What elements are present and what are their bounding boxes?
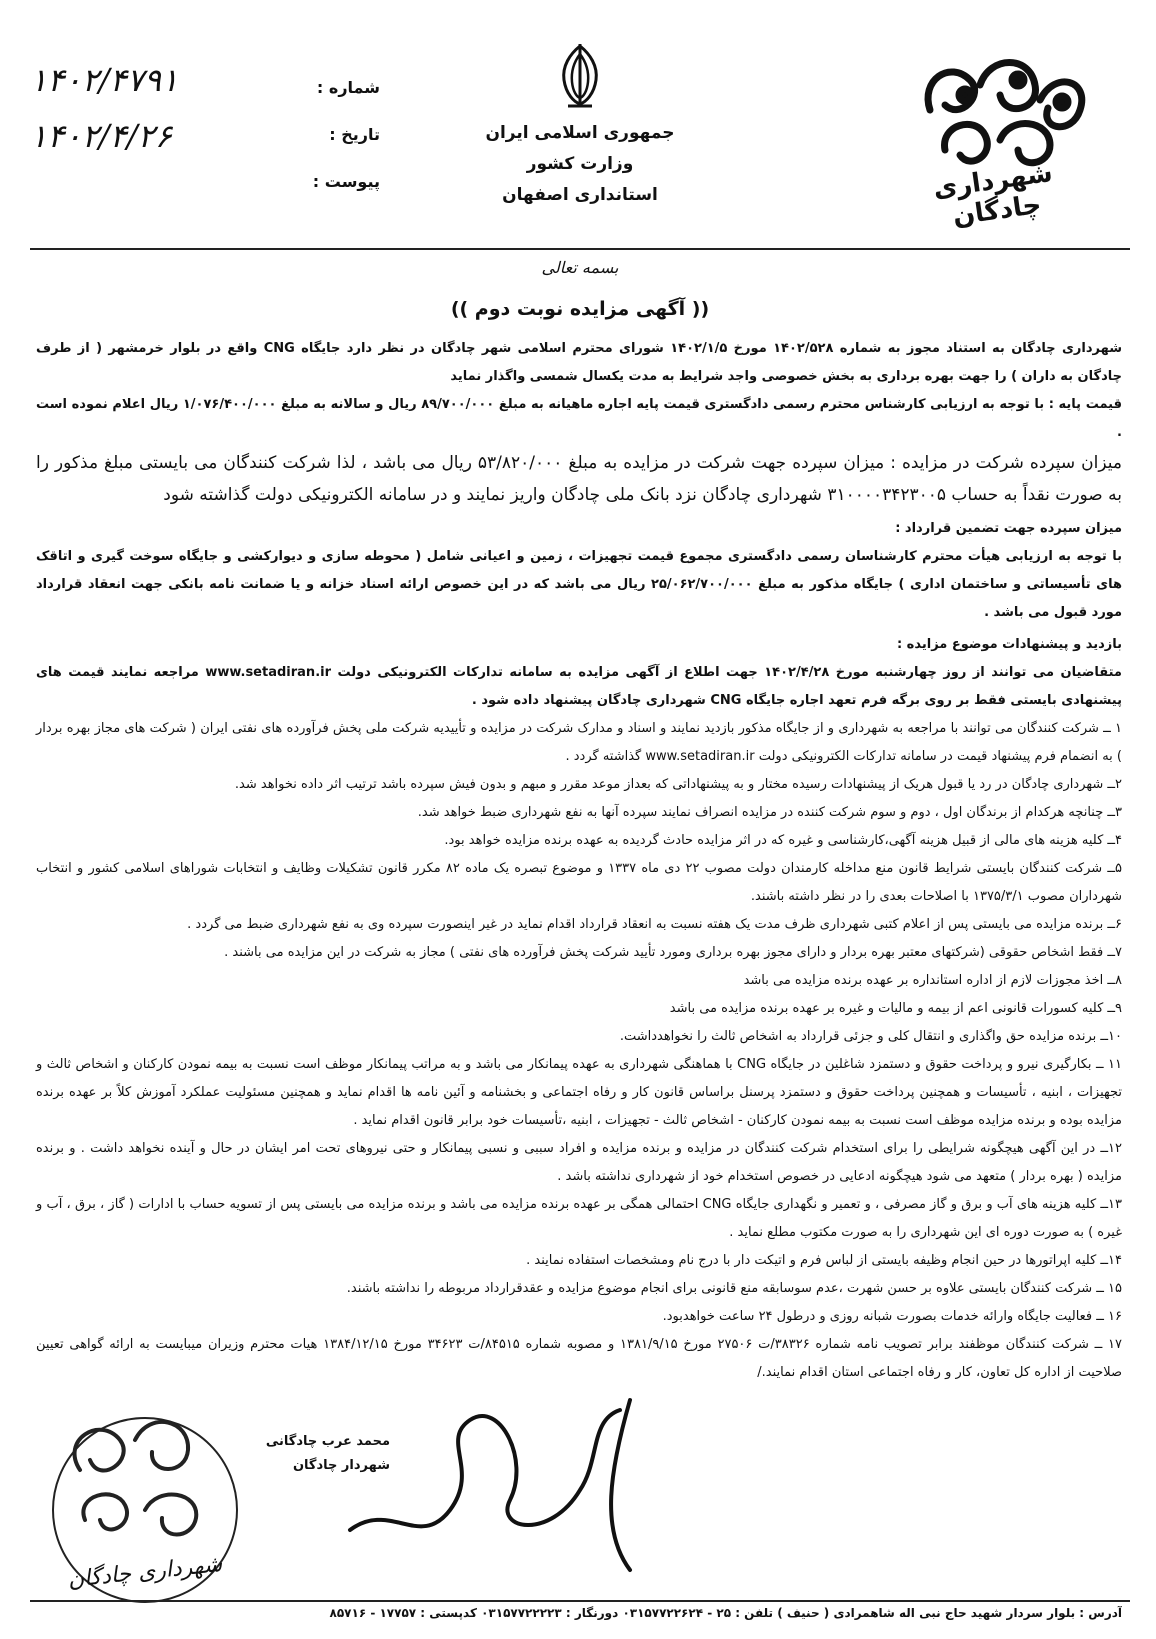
list-item: ۱۳ــ کلیه هزینه های آب و برق و گاز مصرفی ، و تعمیر و نگهداری جایگاه CNG احتمالی همگی بر عهده برنده مزایده می باشد و برنده مزایده می بایستی پس از تسویه حساب با ادارات ( گاز ، برق ، آب و غیره ) به صورت دوره ای این شهرداری را به صورت مکتوب مطلع نماید . [36,1197,1122,1240]
seal-caption: شهرداری چادگان [66,1551,224,1594]
list-item: ۱۴ــ کلیه اپراتورها در حین انجام وظیفه بایستی از لباس فرم و اتیکت دار با درج نام ومشخصات استفاده نمایند . [526,1253,1122,1268]
attachment-label: پیوست : [312,172,380,191]
base-price-paragraph: قیمت پایه : با توجه به ارزیابی کارشناس محترم رسمی دادگستری قیمت پایه اجاره ماهیانه به مبلغ ۸۹/۷۰۰/۰۰۰ ریال و سالانه به مبلغ ۱/۰۷۶/۴۰۰/۰۰۰ ریال اعلام نموده است . [36,397,1122,440]
list-item: ۱۵ ــ شرکت کنندگان بایستی علاوه بر حسن شهرت ،عدم سوسابقه منع قانونی برای انجام موضوع مزایده و عقدقرارداد مربوطه را نداشته باشند. [346,1281,1122,1296]
date-label: تاریخ : [329,125,380,144]
list-item: ۴ــ کلیه هزینه های مالی از قبیل هزینه آگهی،کارشناسی و غیره که در اثر مزایده حادث گردیده به عهده برنده مزایده خواهد بود. [444,833,1122,848]
list-item: ۲ــ شهرداری چادگان در رد یا قبول هریک از پیشنهادات رسیده مختار و به پیشنهاداتی که بعداز موعد مقرر و مبهم و بدون فیش سپرده باشد ترتیب اثر داده نخواهد شد. [234,777,1122,792]
visit-paragraph: متقاضیان می توانند از روز چهارشنبه مورخ ۱۴۰۲/۴/۲۸ جهت اطلاع از آگهی مزایده به سامانه تدارکات الکترونیکی دولت www.setadiran.ir مراجعه نمایند قیمت های پیشنهادی بایستی فقط بر روی برگه فرم تعهد اجاره جایگاه CNG شهرداری چادگان پیشنهاد داده شود . [36,665,1122,708]
list-item: ۱ ــ شرکت کنندگان می توانند با مراجعه به شهرداری و از جایگاه مذکور بازدید نمایند و اسناد و مدارک شرکت در مزایده و تأییدیه شرکت ملی پخش فرآورده های نفتی ایران ( شرکت های مجاز بهره بردار ) به انضمام فرم پیشنهاد قیمت در سامانه تدارکات الکترونیکی دولت www.setadiran.ir گذاشته گردد . [36,721,1122,764]
ministry-name: وزارت کشور [526,154,634,174]
governorate-name: استانداری اصفهان [502,185,658,205]
guarantee-paragraph: با توجه به ارزیابی هیأت محترم کارشناسان رسمی دادگستری مجموع قیمت تجهیزات ، زمین و اعیانی شامل ( محوطه سازی و دیوارکشی و جایگاه سوخت گیری و اتاقک های تأسیساتی و ساختمان اداری ) جایگاه مذکور به مبلغ ۲۵/۰۶۲/۷۰۰/۰۰۰ ریال می باشد که در این خصوص ارائه اسناد خزانه و یا ضمانت نامه بانکی جهت انعقاد قرارداد مورد قبول می باشد . [36,549,1122,620]
footer-divider [30,1600,1130,1602]
letter-number: ۱۴۰۲/۴۷۹۱ [30,61,179,99]
conditions-list [36,715,1122,1387]
list-item: ۷ــ فقط اشخاص حقوقی (شرکتهای معتبر بهره بردار و دارای مجوز بهره برداری ومورد تأیید شرکت پخش فرآورده های نفتی ) مجاز به شرکت در این مزایده می باشند . [224,945,1122,960]
list-item: ۹ــ کلیه کسورات قانونی اعم از بیمه و مالیات و غیره بر عهده برنده مزایده می باشد [669,1001,1122,1016]
list-item: ۸ــ اخذ مجوزات لازم از اداره استانداره بر عهده برنده مزایده می باشد [743,973,1122,988]
list-item: ۱۰ــ برنده مزایده حق واگذاری و انتقال کلی و جزئی قرارداد به اشخاص ثالث را نخواهدداشت. [619,1029,1122,1044]
number-label: شماره : [316,78,380,97]
guarantee-heading: میزان سپرده جهت تضمین قرارداد : [895,521,1122,536]
visit-heading: بازدید و پیشنهادات موضوع مزایده : [896,637,1122,652]
signer-role: شهردار چادگان [292,1458,390,1473]
letter-meta-labels [270,64,380,205]
signer-name: محمد عرب چادگانی [265,1434,390,1449]
government-header [470,118,690,211]
header-divider [30,248,1130,250]
intro-paragraph: شهرداری چادگان به استناد مجوز به شماره ۱۴۰۲/۵۲۸ مورخ ۱۴۰۲/۱/۵ شورای محترم اسلامی شهر چادگان در نظر دارد جایگاه CNG واقع در بلوار خرمشهر ( از طرف چادگان به داران ) را جهت بهره برداری به بخش خصوصی واجد شرایط به مدت یکسال شمسی واگذار نماید [36,341,1123,384]
basmala: بسمه تعالی [541,258,619,277]
country-name: جمهوری اسلامی ایران [485,123,675,143]
list-item: ۵ــ شرکت کنندگان بایستی شرایط قانون منع مداخله کارمندان دولت مصوب ۲۲ دی ماه ۱۳۳۷ و موضوع تبصره یک ماده ۸۲ مکرر قانون تشکیلات وظایف و انتخابات شوراهای اسلامی کشور و انتخاب شهرداران مصوب ۱۳۷۵/۳/۱ با اصلاحات بعدی را در نظر داشته باشند. [36,861,1122,904]
handwritten-signature [330,1380,660,1590]
deposit-paragraph: میزان سپرده شرکت در مزایده : میزان سپرده جهت شرکت در مزایده به مبلغ ۵۳/۸۲۰/۰۰۰ ریال می باشد ، لذا شرکت کنندگان می بایستی مبلغ مذکور را به صورت نقداً به حساب ۳۱۰۰۰۰۳۴۲۳۰۰۵ شهرداری چادگان نزد بانک ملی چادگان واریز نمایند و در سامانه الکترونیکی دولت گذاشته شود [36,453,1122,505]
list-item: ۱۷ ــ شرکت کنندگان موظفند برابر تصویب نامه شماره ۳۸۳۲۶/ت ۲۷۵۰۶ مورخ ۱۳۸۱/۹/۱۵ و مصوبه شماره ۸۴۵۱۵/ت ۳۴۶۲۳ مورخ ۱۳۸۴/۱۲/۱۵ هیات محترم وزیران میبایست به ارائه گواهی تعیین صلاحیت از اداره کل تعاون، کار و رفاه اجتماعی استان اقدام نمایند./ [36,1337,1122,1380]
iran-emblem-icon [548,40,612,110]
logo-caption: شهرداری چادگان [931,157,1055,232]
list-item: ۳ــ چنانچه هرکدام از برندگان اول ، دوم و سوم شرکت کننده در مزایده انصراف نمایند سپرده آنها به نفع شهرداری ضبط خواهد شد. [417,805,1122,820]
list-item: ۱۶ ــ فعالیت جایگاه وارائه خدمات بصورت شبانه روزی و درطول ۲۴ ساعت خواهدبود. [662,1309,1122,1324]
letter-meta-values [30,52,265,164]
document-body [36,335,1122,1387]
page-title: (( آگهی مزایده نوبت دوم )) [450,298,710,320]
letter-date: ۱۴۰۲/۴/۲۶ [30,117,172,155]
list-item: ۱۲ــ در این آگهی هیچگونه شرایطی را برای استخدام شرکت کنندگان در مزایده و برنده مزایده و افراد سببی و نسبی پیمانکار و حتی نیروهای تحت امر ایشان در حال و آینده نخواهد داشت . و برنده مزایده ( بهره بردار ) متعهد می شود هیچگونه ادعایی در خصوص استخدام خود از شهرداری نداشته باشد . [36,1141,1122,1184]
list-item: ۶ــ برنده مزایده می بایستی پس از اعلام کتبی شهرداری ظرف مدت یک هفته نسبت به انعقاد قرارداد اقدام نماید در غیر اینصورت سپرده وی به نفع شهرداری ضبط می گردد . [187,917,1122,932]
footer-address: آدرس : بلوار سردار شهید حاج نبی اله شاهمرادی ( حنیف ) تلفن : ۲۵ - ۰۳۱۵۷۷۲۲۶۲۴ دورنگار : ۰۳۱۵۷۷۲۲۲۲۳ کدپستی : ۱۷۷۵۷ - ۸۵۷۱۶ [329,1606,1122,1620]
list-item: ۱۱ ــ بکارگیری نیرو و پرداخت حقوق و دستمزد شاغلین در جایگاه CNG با هماهنگی شهرداری به عهده پیمانکار می باشد و به مراتب پیمانکار موظف است نسبت به بیمه نمودن کارکنان و اشخاص ثالث و تجهیزات ، ابنیه ، تأسیسات و همچنین پرداخت حقوق و دستمزد پرسنل براساس قانون کار و رفاه اجتماعی و بخشنامه و آئین نامه ها اقدام نماید و همچنین مسئولیت عملکرد آموزش کلاً بر عهده برنده مزایده بوده و برنده مزایده موظف است نسبت به بیمه نمودن کارکنان - اشخاص ثالث - تجهیزات ، ابنیه ،تأسیسات خود برابر قانون اقدام نماید . [36,1057,1122,1128]
